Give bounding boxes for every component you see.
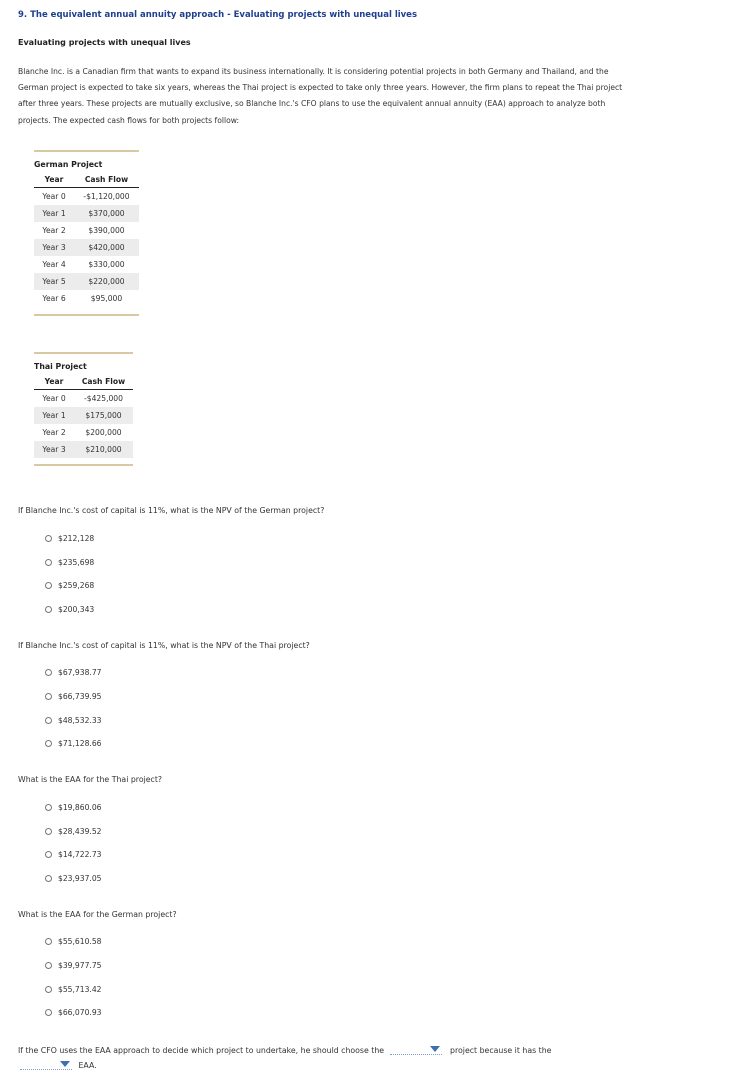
question-thai-npv: If Blanche Inc.'s cost of capital is 11%, what is the NPV of the Thai project?	[18, 641, 310, 650]
cash-flow-cell: $420,000	[74, 239, 139, 256]
answer-option[interactable]	[45, 668, 101, 677]
german-project-table	[34, 150, 139, 316]
radio-button[interactable]	[45, 559, 52, 566]
cash-flow-cell: $200,000	[85, 428, 122, 437]
radio-button[interactable]	[45, 875, 52, 882]
table-title: German Project	[34, 160, 103, 169]
conclusion-text-1: If the CFO uses the EAA approach to decide which project to undertake, he should choose the	[18, 1046, 385, 1055]
table-row	[34, 188, 139, 206]
year-cell: Year 0	[42, 192, 66, 201]
cash-flow-cell: $175,000	[74, 407, 133, 424]
answer-option[interactable]	[45, 581, 94, 590]
answer-option[interactable]	[45, 558, 94, 567]
chevron-down-icon	[60, 1061, 70, 1067]
col-header-cash-flow: Cash Flow	[74, 172, 139, 188]
question-german-npv: If Blanche Inc.'s cost of capital is 11%, what is the NPV of the German project?	[18, 506, 325, 515]
answer-option[interactable]	[45, 1008, 101, 1017]
table-row	[34, 222, 139, 239]
cash-flow-cell: $330,000	[88, 260, 125, 269]
answer-option[interactable]	[45, 961, 101, 970]
col-header-cash-flow: Cash Flow	[74, 374, 133, 390]
cash-flow-cell: -$1,120,000	[83, 192, 130, 201]
table-row	[34, 290, 139, 307]
option-label: $200,343	[58, 605, 95, 614]
radio-button[interactable]	[45, 851, 52, 858]
conclusion-text-3: EAA.	[78, 1061, 97, 1070]
answer-option[interactable]	[45, 692, 101, 701]
col-header-year: Year	[34, 374, 74, 390]
question-german-eaa: What is the EAA for the German project?	[18, 910, 177, 919]
year-cell: Year 3	[34, 239, 74, 256]
option-label: $19,860.06	[58, 803, 102, 812]
radio-button[interactable]	[45, 986, 52, 993]
option-label: $259,268	[58, 581, 95, 590]
page-title: 9. The equivalent annual annuity approach - Evaluating projects with unequal lives	[18, 10, 418, 20]
radio-button[interactable]	[45, 669, 52, 676]
table-row	[34, 273, 139, 290]
thai-project-table	[34, 352, 133, 466]
answer-option[interactable]	[45, 937, 101, 946]
question-thai-eaa: What is the EAA for the Thai project?	[18, 775, 163, 784]
table-row	[34, 407, 133, 424]
table-row	[34, 441, 133, 458]
answer-option[interactable]	[45, 827, 101, 836]
cash-flow-cell: $210,000	[74, 441, 133, 458]
cash-flow-cell: $390,000	[88, 226, 125, 235]
option-label: $55,610.58	[58, 937, 102, 946]
conclusion-sentence	[18, 1044, 551, 1055]
radio-button[interactable]	[45, 962, 52, 969]
cash-flow-cell: -$425,000	[84, 394, 123, 403]
year-cell: Year 6	[42, 294, 66, 303]
table-row	[34, 205, 139, 222]
radio-button[interactable]	[45, 693, 52, 700]
answer-option[interactable]	[45, 716, 101, 725]
option-label: $67,938.77	[58, 668, 102, 677]
answer-option[interactable]	[45, 985, 101, 994]
answer-option[interactable]	[45, 850, 101, 859]
radio-button[interactable]	[45, 606, 52, 613]
year-cell: Year 2	[42, 428, 66, 437]
year-cell: Year 0	[42, 394, 66, 403]
option-label: $71,128.66	[58, 739, 102, 748]
cash-flow-cell: $220,000	[74, 273, 139, 290]
radio-button[interactable]	[45, 582, 52, 589]
table-row	[34, 424, 133, 441]
option-label: $212,128	[58, 534, 95, 543]
section-subtitle: Evaluating projects with unequal lives	[18, 38, 191, 47]
table-row	[34, 256, 139, 273]
option-label: $55,713.42	[58, 985, 102, 994]
eaa-comparison-dropdown[interactable]	[20, 1059, 72, 1070]
answer-option[interactable]	[45, 605, 94, 614]
chevron-down-icon	[430, 1046, 440, 1052]
option-label: $66,070.93	[58, 1008, 102, 1017]
radio-button[interactable]	[45, 535, 52, 542]
radio-button[interactable]	[45, 717, 52, 724]
col-header-year: Year	[34, 172, 74, 188]
radio-button[interactable]	[45, 740, 52, 747]
option-label: $66,739.95	[58, 692, 102, 701]
year-cell: Year 1	[34, 407, 74, 424]
year-cell: Year 4	[42, 260, 66, 269]
table-row	[34, 390, 133, 408]
option-label: $39,977.75	[58, 961, 102, 970]
year-cell: Year 1	[34, 205, 74, 222]
year-cell: Year 3	[34, 441, 74, 458]
year-cell: Year 2	[42, 226, 66, 235]
radio-button[interactable]	[45, 804, 52, 811]
answer-option[interactable]	[45, 534, 94, 543]
option-label: $23,937.05	[58, 874, 102, 883]
option-label: $28,439.52	[58, 827, 102, 836]
conclusion-sentence-line2	[20, 1059, 97, 1070]
radio-button[interactable]	[45, 938, 52, 945]
answer-option[interactable]	[45, 874, 101, 883]
table-row	[34, 239, 139, 256]
option-label: $48,532.33	[58, 716, 102, 725]
answer-option[interactable]	[45, 803, 101, 812]
cash-flow-cell: $370,000	[74, 205, 139, 222]
year-cell: Year 5	[34, 273, 74, 290]
answer-option[interactable]	[45, 739, 101, 748]
project-choice-dropdown[interactable]	[390, 1044, 442, 1055]
radio-button[interactable]	[45, 1009, 52, 1016]
radio-button[interactable]	[45, 828, 52, 835]
option-label: $14,722.73	[58, 850, 102, 859]
conclusion-text-2: project because it has the	[450, 1046, 552, 1055]
table-title: Thai Project	[34, 362, 87, 371]
cash-flow-cell: $95,000	[90, 294, 123, 303]
intro-paragraph: Blanche Inc. is a Canadian firm that wants to expand its business internationally. It is considering potential projects in both Germany and Thailand, and the German project is expected to take six years, whereas the Thai project is expected to take only three years. However, the firm plans to repeat the Thai project after three years. These projects are mutually exclusive, so Blanche Inc.'s CFO plans to use the equivalent annual annuity (EAA) approach to analyze both projects. The expected cash flows for both projects follow:	[18, 67, 623, 125]
option-label: $235,698	[58, 558, 95, 567]
